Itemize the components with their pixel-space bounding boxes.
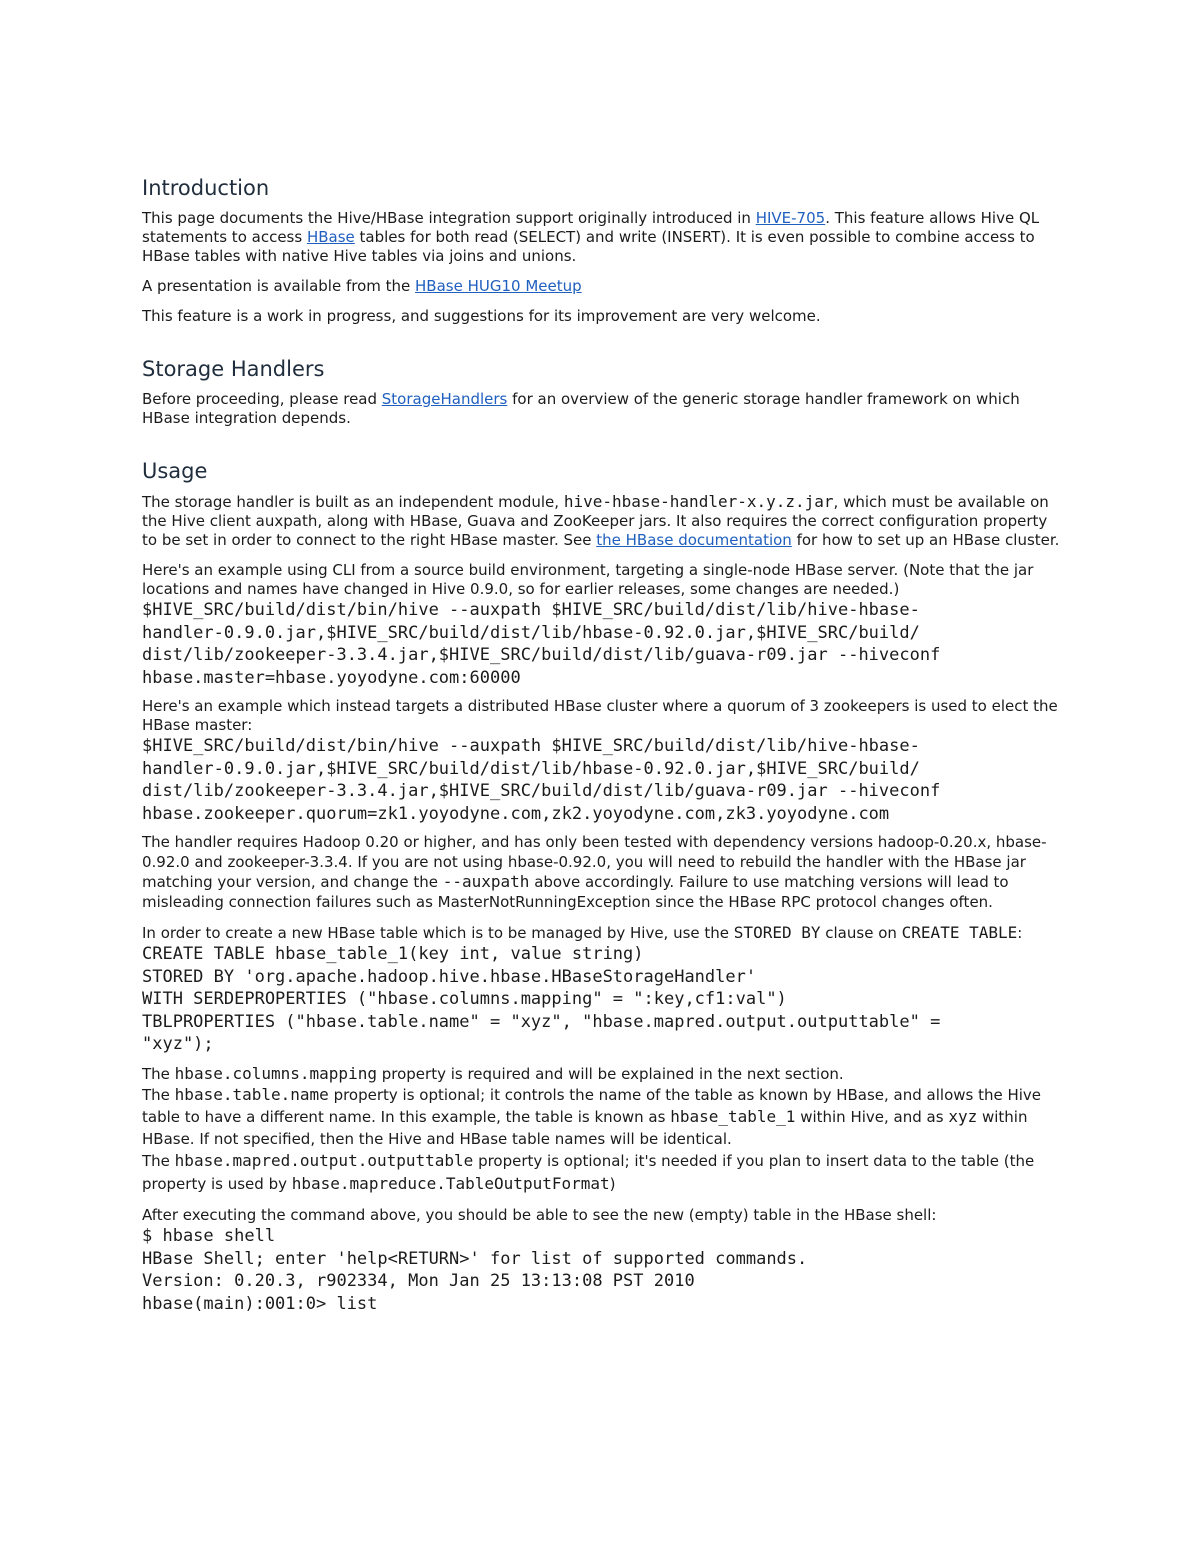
code-line: hbase.master=hbase.yoyodyne.com:60000 [142,667,521,688]
usage-paragraph-1 [142,492,1062,550]
text: , which must be available on the Hive client auxpath, along with HBase, Guava and ZooKeeper jars. It also requires the correct configuration property to be set in order to connect to the right HBase master. See [142,493,1049,549]
inline-code: hbase.mapreduce.TableOutputFormat [291,1173,610,1193]
text: The [142,1085,175,1104]
code-block-distributed [142,735,1062,825]
text: property is required and will be explained in the next section. [376,1064,844,1083]
text: This page documents the Hive/HBase integration support originally introduced in [142,209,756,227]
text: ) [609,1174,616,1193]
usage-paragraph-7 [142,1084,1062,1151]
section-heading-storage-handlers: Storage Handlers [142,357,325,381]
inline-code: hbase.table.name [174,1084,329,1104]
usage-paragraph-3: Here's an example which instead targets a distributed HBase cluster where a quorum of 3 zookeepers is used to elect the HBase master: [142,697,1058,734]
code-line: hbase.zookeeper.quorum=zk1.yoyodyne.com,zk2.yoyodyne.com,zk3.yoyodyne.com [142,803,890,824]
code-line: Version: 0.20.3, r902334, Mon Jan 25 13:13:08 PST 2010 [142,1271,695,1291]
inline-code: --auxpath [442,872,530,891]
inline-code: hive-hbase-handler-x.y.z.jar [563,492,834,511]
text: A presentation is available from the [142,277,416,295]
intro-paragraph-1 [142,209,1062,266]
code-line: STORED BY 'org.apache.hadoop.hive.hbase.HBaseStorageHandler' [142,966,757,987]
code-line: HBase Shell; enter 'help<RETURN>' for list of supported commands. [142,1248,808,1269]
text: . This feature allows Hive QL statements to access [142,209,1040,246]
usage-paragraph-2: Here's an example using CLI from a source build environment, targeting a single-node HBase server. (Note that the jar locations and names have changed in Hive 0.9.0, so for earlier releases, some changes are needed.) [142,561,1034,598]
inline-code: CREATE TABLE [901,923,1018,942]
usage-paragraph-8 [142,1150,1062,1195]
inline-code: hbase_table_1 [670,1107,796,1126]
code-line: TBLPROPERTIES ("hbase.table.name" = "xyz", "hbase.mapred.output.outputtable" = [142,1011,941,1032]
document-page [142,0,1062,1315]
usage-paragraph-4 [142,833,1062,912]
text: above accordingly. Failure to use matching versions will lead to misleading connection failures such as MasterNotRunningException since the HBase RPC protocol changes often. [142,873,1009,911]
intro-paragraph-2 [142,277,1062,296]
inline-code: STORED BY [733,923,821,942]
code-line: "xyz"); [142,1034,214,1054]
usage-paragraph-5 [142,923,1062,943]
text: The handler requires Hadoop 0.20 or higher, and has only been tested with dependency versions hadoop-0.20.x, hbase-0.92.0 and zookeeper-3.3.4. If you are not using hbase-0.92.0, you will need to rebuild the handler with the HBase jar matching your version, and change the [142,833,1047,891]
code-line: $HIVE_SRC/build/dist/bin/hive --auxpath $HIVE_SRC/build/dist/lib/hive-hbase- [142,600,920,620]
storage-paragraph-1 [142,390,1062,428]
link-hbase-hug10-meetup[interactable]: HBase HUG10 Meetup [415,277,582,295]
text: within Hive, and as [795,1108,949,1126]
text: The [142,1064,175,1083]
code-line: handler-0.9.0.jar,$HIVE_SRC/build/dist/lib/hbase-0.92.0.jar,$HIVE_SRC/build/ [142,758,920,779]
inline-code: xyz [948,1107,978,1126]
code-block-hbase-shell [142,1225,1062,1315]
link-hbase-documentation[interactable]: the HBase documentation [596,531,792,549]
code-block-single-node [142,599,1062,689]
code-line: dist/lib/zookeeper-3.3.4.jar,$HIVE_SRC/build/dist/lib/guava-r09.jar --hiveconf [142,645,941,665]
text: Before proceeding, please read [142,390,382,408]
text: for how to set up an HBase cluster. [791,531,1060,549]
inline-code: hbase.columns.mapping [174,1063,377,1083]
text: property is optional; it's needed if you plan to insert data to the table (the property is used by [142,1152,1035,1193]
text: within HBase. If not specified, then the Hive and HBase table names will be identical. [142,1108,1028,1148]
code-block-create-table [142,943,1062,1056]
code-line: $ hbase shell [142,1226,276,1246]
section-heading-usage: Usage [142,459,208,483]
code-line: WITH SERDEPROPERTIES ("hbase.columns.mapping" = ":key,cf1:val") [142,989,787,1009]
text: tables for both read (SELECT) and write (INSERT). It is even possible to combine access to HBase tables with native Hive tables via joins and unions. [142,228,1035,265]
text: for an overview of the generic storage handler framework on which HBase integration depends. [142,390,1020,427]
code-line: $HIVE_SRC/build/dist/bin/hive --auxpath $HIVE_SRC/build/dist/lib/hive-hbase- [142,736,920,756]
code-line: hbase(main):001:0> list [142,1293,378,1314]
text: The storage handler is built as an independent module, [142,493,564,511]
section-heading-introduction: Introduction [142,176,270,200]
intro-paragraph-3: This feature is a work in progress, and suggestions for its improvement are very welcome. [142,307,821,325]
text: In order to create a new HBase table which is to be managed by Hive, use the [142,924,734,942]
text: clause on [820,924,902,942]
usage-paragraph-6 [142,1064,1062,1084]
code-line: CREATE TABLE hbase_table_1(key int, value string) [142,944,644,964]
code-line: handler-0.9.0.jar,$HIVE_SRC/build/dist/lib/hbase-0.92.0.jar,$HIVE_SRC/build/ [142,622,920,643]
inline-code: hbase.mapred.output.outputtable [174,1151,474,1170]
link-hbase[interactable]: HBase [306,228,355,246]
code-line: dist/lib/zookeeper-3.3.4.jar,$HIVE_SRC/build/dist/lib/guava-r09.jar --hiveconf [142,781,941,801]
text: The [142,1152,175,1170]
text: property is optional; it controls the name of the table as known by HBase, and allows the Hive table to have a different name. In this example, the table is known as [142,1085,1042,1126]
link-hive-705[interactable]: HIVE-705 [755,209,826,227]
usage-paragraph-9: After executing the command above, you should be able to see the new (empty) table in the HBase shell: [142,1206,937,1224]
link-storagehandlers[interactable]: StorageHandlers [381,390,508,408]
text: : [1017,924,1023,942]
